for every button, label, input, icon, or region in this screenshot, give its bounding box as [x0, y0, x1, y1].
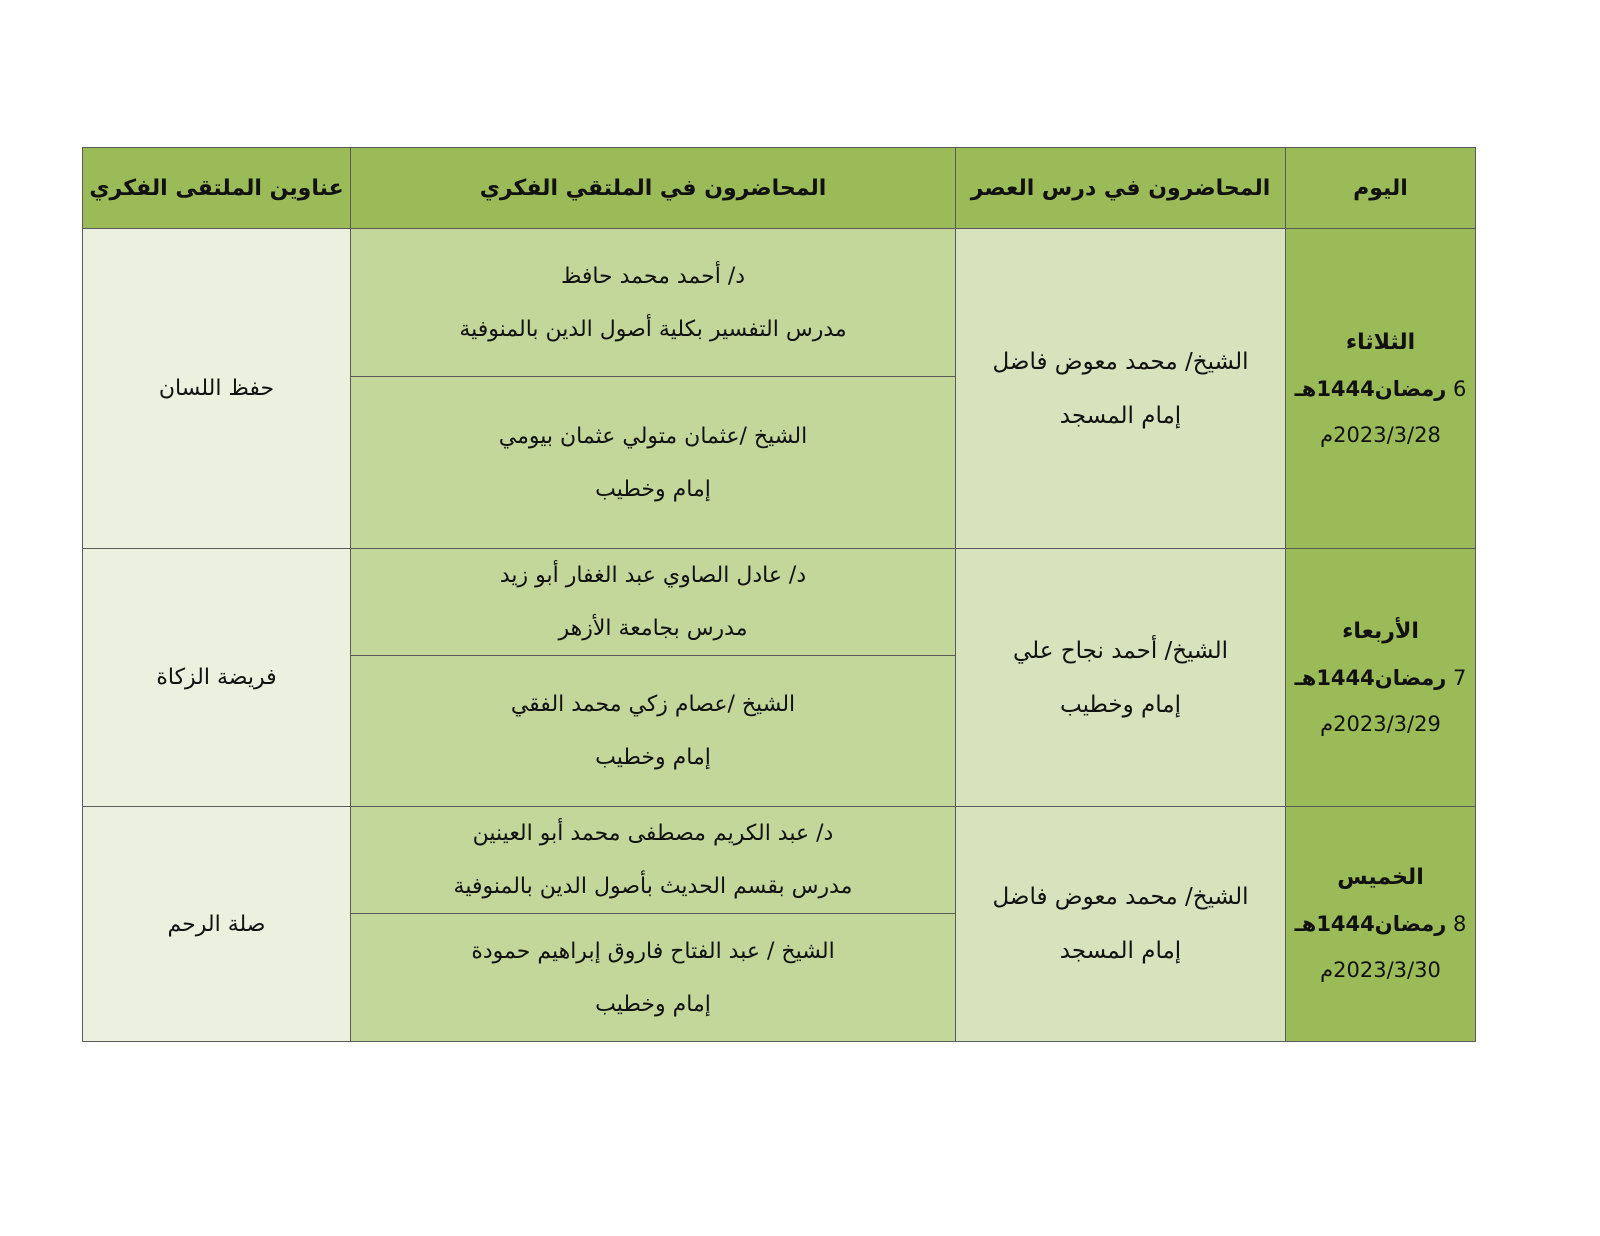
- table-row: [83, 807, 1476, 914]
- header-forum-lecturers: المحاضرون في الملتقي الفكري: [351, 148, 956, 229]
- forum-lecturer-role: إمام وخطيب: [595, 745, 711, 770]
- forum-lecturer-name: الشيخ / عبد الفتاح فاروق إبراهيم حمودة: [471, 938, 835, 964]
- asr-lecturer-name: الشيخ/ محمد معوض فاضل: [992, 884, 1249, 910]
- table-row: [83, 549, 1476, 656]
- hijri-date: [1286, 366, 1475, 412]
- weekday: الأربعاء: [1342, 618, 1419, 644]
- asr-lecturer-cell: [956, 549, 1286, 807]
- gregorian-date: 2023/3/28م: [1320, 422, 1441, 447]
- day-cell: [1286, 229, 1476, 549]
- hijri-date: [1286, 655, 1475, 701]
- header-row: [83, 148, 1476, 229]
- gregorian-date: 2023/3/30م: [1320, 958, 1441, 982]
- forum-lecturer-role: مدرس بقسم الحديث بأصول الدين بالمنوفية: [453, 874, 853, 899]
- forum-topic-cell: فريضة الزكاة: [83, 549, 351, 807]
- header-asr-lecturers: المحاضرون في درس العصر: [956, 148, 1286, 229]
- weekday: الثلاثاء: [1345, 329, 1416, 355]
- forum-lecturer-name: د/ أحمد محمد حافظ: [560, 263, 746, 289]
- forum-lecturer-role: مدرس بجامعة الأزهر: [558, 616, 748, 641]
- weekday: الخميس: [1337, 865, 1424, 890]
- hijri-date: [1286, 901, 1475, 947]
- forum-topic-cell: صلة الرحم: [83, 807, 351, 1042]
- ramadan-schedule-table: [82, 147, 1476, 1042]
- forum-lecturer-cell: [351, 656, 956, 807]
- asr-lecturer-cell: [956, 229, 1286, 549]
- forum-lecturer-name: الشيخ /عثمان متولي عثمان بيومي: [498, 423, 808, 449]
- header-forum-titles: عناوين الملتقى الفكري: [83, 148, 351, 229]
- hijri-month-year: رمضان1444هـ: [1294, 665, 1447, 690]
- forum-lecturer-cell: [351, 807, 956, 914]
- hijri-day: 6: [1453, 376, 1467, 401]
- forum-lecturer-cell: [351, 914, 956, 1042]
- forum-lecturer-name: د/ عبد الكريم مصطفى محمد أبو العينين: [472, 821, 834, 846]
- asr-lecturer-name: الشيخ/ أحمد نجاح علي: [1013, 637, 1228, 664]
- asr-lecturer-name: الشيخ/ محمد معوض فاضل: [992, 348, 1249, 375]
- forum-lecturer-name: د/ عادل الصاوي عبد الغفار أبو زيد: [499, 563, 807, 588]
- asr-lecturer-role: إمام المسجد: [1059, 402, 1182, 429]
- hijri-day: 7: [1453, 665, 1467, 690]
- forum-lecturer-name: الشيخ /عصام زكي محمد الفقي: [510, 692, 796, 717]
- forum-lecturer-role: إمام وخطيب: [595, 476, 711, 502]
- day-cell: [1286, 807, 1476, 1042]
- forum-lecturer-role: إمام وخطيب: [595, 991, 711, 1017]
- asr-lecturer-role: إمام المسجد: [1059, 938, 1182, 964]
- forum-lecturer-cell: [351, 377, 956, 549]
- asr-lecturer-role: إمام وخطيب: [1060, 691, 1181, 718]
- hijri-day: 8: [1453, 912, 1467, 936]
- hijri-month-year: رمضان1444هـ: [1294, 912, 1447, 936]
- hijri-month-year: رمضان1444هـ: [1294, 376, 1447, 401]
- forum-lecturer-role: مدرس التفسير بكلية أصول الدين بالمنوفية: [459, 316, 847, 342]
- table-row: [83, 229, 1476, 377]
- forum-topic-cell: حفظ اللسان: [83, 229, 351, 549]
- forum-lecturer-cell: [351, 549, 956, 656]
- day-cell: [1286, 549, 1476, 807]
- gregorian-date: 2023/3/29م: [1320, 711, 1441, 736]
- forum-lecturer-cell: [351, 229, 956, 377]
- header-day: اليوم: [1286, 148, 1476, 229]
- asr-lecturer-cell: [956, 807, 1286, 1042]
